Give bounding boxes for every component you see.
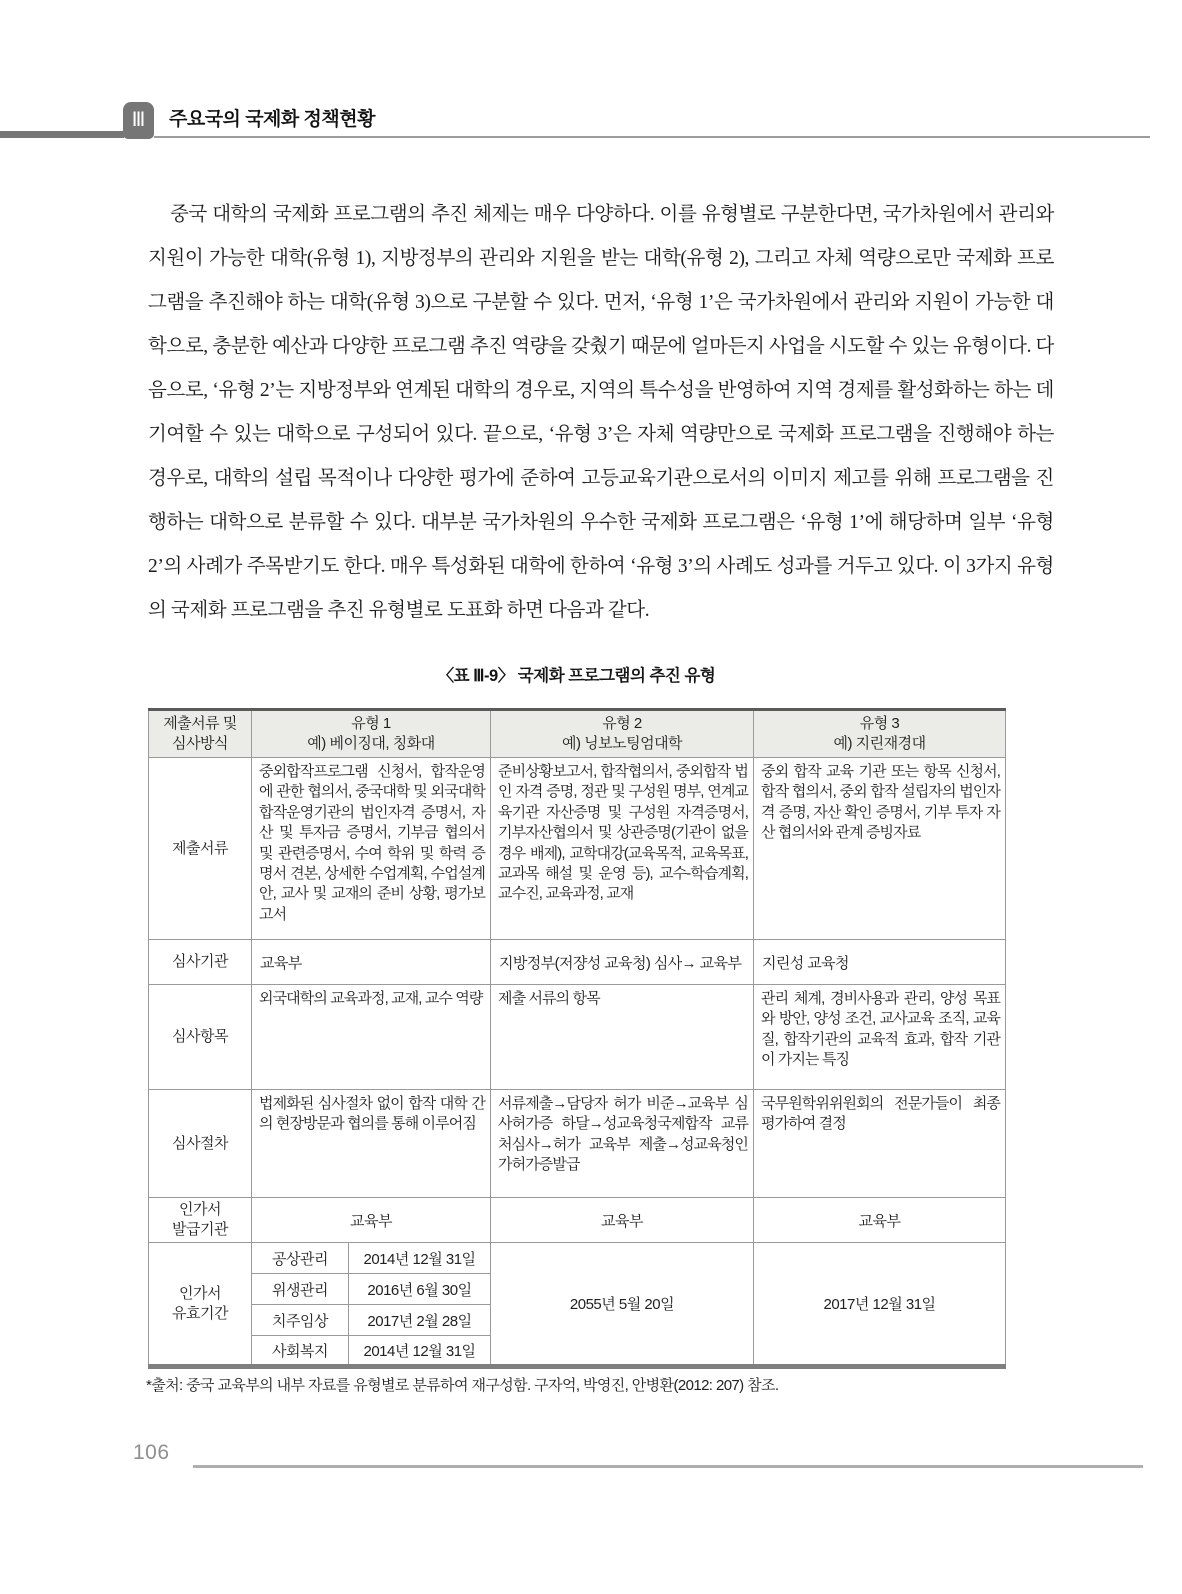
chapter-badge: Ⅲ (123, 102, 154, 139)
header-cell-type1 (252, 710, 491, 758)
row-label-valid-period (149, 1243, 252, 1367)
cell-review-process-type2: 서류제출→담당자 허가 비준→교육부 심사허가증 하달→성교육청국제합작 교류처심사→허가 교육부 제출→성교육청인가허가증발급 (491, 1090, 754, 1198)
row-label-review-agency: 심사기관 (149, 940, 252, 985)
cell-review-items-type1: 외국대학의 교육과정, 교재, 교수 역량 (252, 985, 491, 1090)
header-type1-line2: 예) 베이징대, 칭화대 (307, 735, 435, 752)
row-label-review-process: 심사절차 (149, 1090, 252, 1198)
valid-period-label-line1: 인가서 (179, 1284, 221, 1302)
row-label-review-items: 심사항목 (149, 985, 252, 1090)
cell-valid-period-type2: 2055년 5월 20일 (491, 1243, 754, 1367)
row-label-issuing-agency (149, 1198, 252, 1243)
valid-period-label-line2: 유효기간 (172, 1304, 228, 1322)
cell-issuing-agency-type1: 교육부 (252, 1198, 491, 1243)
chapter-title: 주요국의 국제화 정책현황 (169, 109, 375, 130)
cell-review-process-type3: 국무원학위위원회의 전문가들이 최종 평가하여 결정 (754, 1090, 1006, 1198)
cell-valid-period-type3: 2017년 12월 31일 (754, 1243, 1006, 1367)
cell-valid-period-date-2: 2016년 6월 30일 (349, 1274, 491, 1305)
table-header-row (149, 710, 1006, 758)
header-cell-type3 (754, 710, 1006, 758)
cell-valid-period-date-3: 2017년 2월 28일 (349, 1305, 491, 1336)
cell-valid-period-date-1: 2014년 12월 31일 (349, 1243, 491, 1274)
row-valid-period-1 (149, 1243, 1006, 1274)
header-type1-line1: 유형 1 (351, 715, 391, 732)
row-review-items (149, 985, 1006, 1090)
cell-review-items-type3: 관리 체계, 경비사용과 관리, 양성 목표와 방안, 양성 조건, 교사교육 조직, 교육 질, 합작기관의 교육적 효과, 합작 기관이 가지는 특징 (754, 985, 1006, 1090)
cell-review-agency-type3: 지린성 교육청 (754, 940, 1006, 985)
cell-review-agency-type2: 지방정부(저쟝성 교육청) 심사→ 교육부 (491, 940, 754, 985)
row-label-submit-docs: 제출서류 (149, 758, 252, 940)
cell-valid-period-category-1: 공상관리 (252, 1243, 349, 1274)
cell-valid-period-category-3: 치주임상 (252, 1305, 349, 1336)
cell-submit-docs-type2: 준비상황보고서, 합작협의서, 중외합작 법인 자격 증명, 정관 및 구성원 명부, 연계교육기관 자산증명 및 구성원 자격증명서, 기부자산협의서 및 상관증명(기관이 없을 경우 배제), 교학대강(교육목적, 교육목표, 교과목 해설 및 운영 등), 교수-학습계획, 교수진, 교육과정, 교재 (491, 758, 754, 940)
header-type2-line2: 예) 닝보노팅엄대학 (561, 735, 683, 752)
header-label-line1: 제출서류 및 (163, 715, 237, 732)
footer-rule (193, 1465, 1143, 1468)
cell-valid-period-date-4: 2014년 12월 31일 (349, 1336, 491, 1367)
issuing-agency-label-line2: 발급기관 (172, 1221, 228, 1238)
header-rule-left (0, 131, 124, 138)
page-number: 106 (133, 1441, 170, 1464)
row-review-process (149, 1090, 1006, 1198)
table-caption: 〈표 Ⅲ-9〉 국제화 프로그램의 추진 유형 (437, 667, 716, 685)
row-issuing-agency (149, 1198, 1006, 1243)
row-review-agency (149, 940, 1006, 985)
cell-review-items-type2: 제출 서류의 항목 (491, 985, 754, 1090)
cell-issuing-agency-type3: 교육부 (754, 1198, 1006, 1243)
cell-review-agency-type1: 교육부 (252, 940, 491, 985)
issuing-agency-label-line1: 인가서 (179, 1201, 221, 1218)
row-submit-docs (149, 758, 1006, 940)
header-rule-right (154, 136, 1150, 138)
header-cell-label (149, 710, 252, 758)
cell-valid-period-category-2: 위생관리 (252, 1274, 349, 1305)
header-type3-line2: 예) 지린재경대 (833, 735, 926, 752)
body-paragraph: 중국 대학의 국제화 프로그램의 추진 체제는 매우 다양하다. 이를 유형별로 구분한다면, 국가차원에서 관리와 지원이 가능한 대학(유형 1), 지방정부의 관리와 지원을 받는 대학(유형 2), 그리고 자체 역량으로만 국제화 프로그램을 추진해야 하는 대학(유형 3)으로 구분할 수 있다. 먼저, ‘유형 1’은 국가차원에서 관리와 지원이 가능한 대학으로, 충분한 예산과 다양한 프로그램 추진 역량을 갖췄기 때문에 얼마든지 사업을 시도할 수 있는 유형이다. 다음으로, ‘유형 2’는 지방정부와 연계된 대학의 경우로, 지역의 특수성을 반영하여 지역 경제를 활성화하는 하는 데 기여할 수 있는 대학으로 구성되어 있다. 끝으로, ‘유형 3’은 자체 역량만으로 국제화 프로그램을 진행해야 하는 경우로, 대학의 설립 목적이나 다양한 평가에 준하여 고등교육기관으로서의 이미지 제고를 위해 프로그램을 진행하는 대학으로 분류할 수 있다. 대부분 국가차원의 우수한 국제화 프로그램은 ‘유형 1’에 해당하며 일부 ‘유형 2’의 사례가 주목받기도 한다. 매우 특성화된 대학에 한하여 ‘유형 3’의 사례도 성과를 거두고 있다. 이 3가지 유형의 국제화 프로그램을 추진 유형별로 도표화 하면 다음과 같다. (148, 204, 1054, 621)
cell-valid-period-category-4: 사회복지 (252, 1336, 349, 1367)
cell-issuing-agency-type2: 교육부 (491, 1198, 754, 1243)
cell-review-process-type1: 법제화된 심사절차 없이 합작 대학 간의 현장방문과 협의를 통해 이루어짐 (252, 1090, 491, 1198)
source-note: *출처: 중국 교육부의 내부 자료를 유형별로 분류하여 재구성함. 구자억, 박영진, 안병환(2012: 207) 참조. (146, 1377, 779, 1394)
program-types-table (148, 708, 1006, 1369)
header-type2-line1: 유형 2 (602, 715, 642, 732)
header-type3-line1: 유형 3 (859, 715, 900, 732)
header-label-line2: 심사방식 (172, 735, 228, 752)
cell-submit-docs-type3: 중외 합작 교육 기관 또는 항목 신청서, 합작 협의서, 중외 합작 설립자의 법인자격 증명, 자산 확인 증명서, 기부 투자 자산 협의서와 관계 증빙자료 (754, 758, 1006, 940)
header-cell-type2 (491, 710, 754, 758)
cell-submit-docs-type1: 중외합작프로그램 신청서, 합작운영에 관한 협의서, 중국대학 및 외국대학 합작운영기관의 법인자격 증명서, 자산 및 투자금 증명서, 기부금 협의서 및 관련증명서, 수여 학위 및 학력 증명서 견본, 상세한 수업계획, 수업설계안, 교사 및 교재의 준비 상황, 평가보고서 (252, 758, 491, 940)
